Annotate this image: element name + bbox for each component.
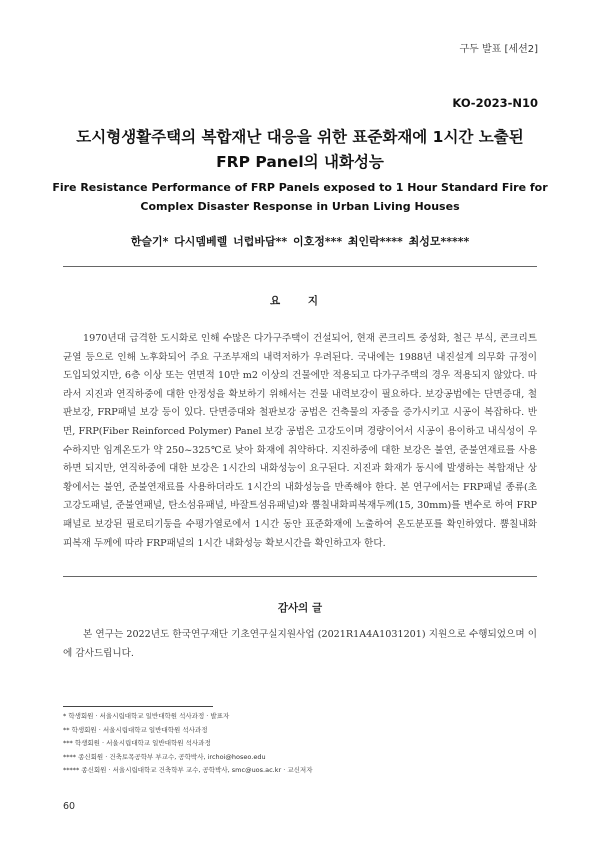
title-english-line-1: Fire Resistance Performance of FRP Panels exposed to 1 Hour Standard Fire for (52, 181, 548, 194)
title-korean-line-1: 도시형생활주택의 복합재난 대응을 위한 표준화재에 1시간 노출된 (76, 128, 524, 146)
footnote-divider (63, 706, 213, 707)
acknowledgement-body: 본 연구는 2022년도 한국연구재단 기초연구실지원사업 (2021R1A4A1031201) 지원으로 수행되었으며 이에 감사드립니다. (63, 629, 537, 659)
footnotes (63, 710, 537, 778)
footnote-item: ** 학생회원 · 서울시립대학교 일반대학원 석사과정 (63, 725, 208, 734)
middle-divider (63, 576, 537, 577)
title-korean-line-2: FRP Panel의 내화성능 (216, 153, 384, 171)
title-korean (40, 125, 560, 175)
paper-code: KO-2023-N10 (452, 96, 538, 110)
author-list: 한슬기* 다시뎀베렐 너럽바담** 이호정*** 최인락**** 최성모***** (130, 235, 470, 248)
page-number: 60 (63, 801, 76, 812)
footnote-item: * 학생회원 · 서울시립대학교 일반대학원 석사과정 · 발표자 (63, 712, 230, 720)
acknowledgement-heading: 감사의 글 (277, 602, 323, 614)
footnote-item: ***** 종신회원 · 서울시립대학교 건축학부 교수, 공학박사, smc@uos.ac.kr · 교신저자 (63, 766, 313, 774)
footnote-item: *** 학생회원 · 서울시립대학교 일반대학원 석사과정 (63, 739, 211, 747)
title-english-line-2: Complex Disaster Response in Urban Living Houses (140, 200, 460, 213)
session-label: 구두 발표 [세션2] (459, 44, 538, 55)
footnote-item: **** 종신회원 · 건축토목공학부 부교수, 공학박사, irchoi@hoseo.edu (63, 752, 266, 761)
title-english (50, 178, 550, 216)
abstract-heading: 요 지 (270, 295, 330, 307)
abstract-body: 1970년대 급격한 도시화로 인해 수많은 다가구주택이 건설되어, 현재 콘크리트 중성화, 철근 부식, 콘크리트 균열 등으로 인해 노후화되어 주요 구조부재의 내력저하가 우려된다. 국내에는 1988년 내진설계 의무화 규정이 도입되었지만, 6층 이상 또는 연면적 10만 m2 이상의 건물에만 적용되고 다가구주택의 경우 적용되지 않았다. 따라서 지진과 연직하중에 대한 안정성을 확보하기 위해서는 건물 내력보강이 필요하다. 보강공법에는 단면증대, 철판보강, FRP패널 보강 등이 있다. 단면증대와 철판보강 공법은 건축물의 자중을 증가시키고 시공이 복잡하다. 반면, FRP(Fiber Reinforced Polymer) Panel 보강 공법은 고강도이며 경량이어서 시공이 용이하고 내식성이 우수하지만 임계온도가 약 250~325℃로 낮아 화재에 취약하다. 지진하중에 대한 보강은 불연, 준불연재료를 사용하면 되지만, 연직하중에 대한 보강은 1시간의 내화성능이 요구된다. 지진과 화재가 동시에 발생하는 복합재난 상황에서는 불연, 준불연재료를 사용하더라도 1시간의 내화성능을 만족해야 한다. 본 연구에서는 FRP패널 종류(초고강도패널, 준불연패널, 탄소섬유패널, 바잘트섬유패널)와 뿜칠내화피복재두께(15, 30mm)를 변수로 하여 FRP패널로 보강된 필로티기둥을 수평가열로에서 1시간 동안 표준화재에 노출하여 온도분포를 확인하였다. 뿜칠내화피복재 두께에 따라 FRP패널의 1시간 내화성능 확보시간을 확인하고자 한다. (63, 333, 537, 549)
top-divider (63, 266, 537, 267)
